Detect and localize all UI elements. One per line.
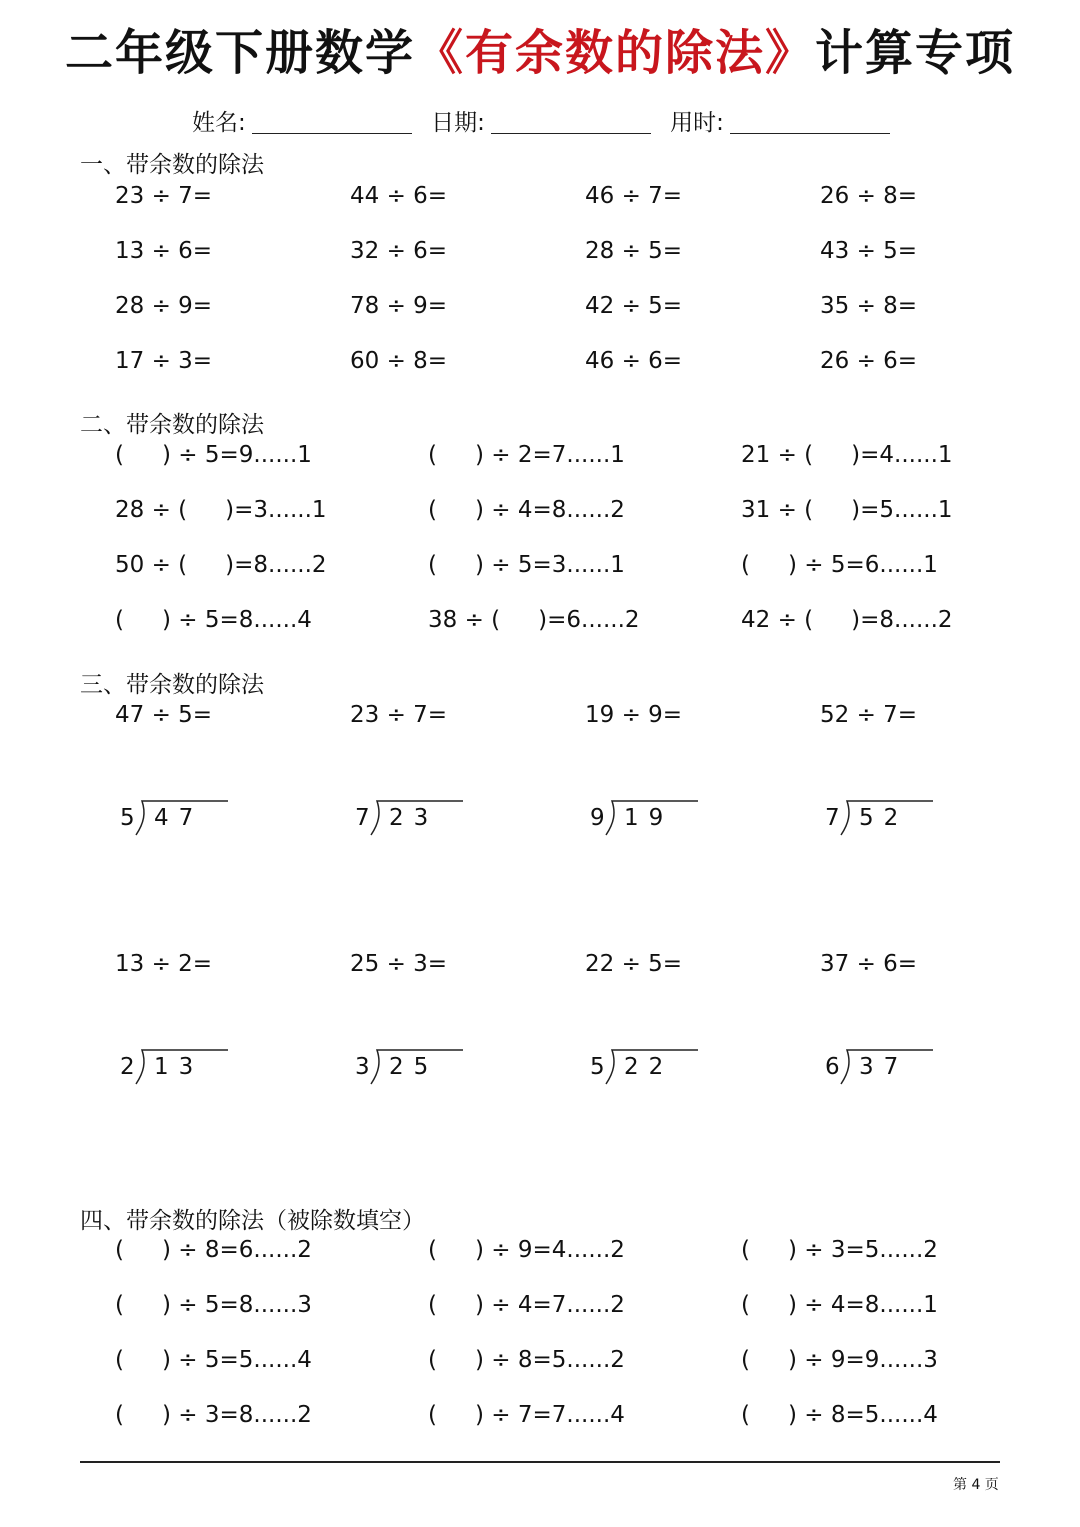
problem-1-4: 26 ÷ 8= xyxy=(820,183,918,209)
problem-1-16: 26 ÷ 6= xyxy=(820,348,918,374)
problem-3-2: 23 ÷ 7= xyxy=(350,702,448,728)
problem-2-8: ( ) ÷ 5=3......1 xyxy=(428,552,625,578)
problem-2-12: 42 ÷ ( )=8......2 xyxy=(741,607,953,633)
problem-1-13: 17 ÷ 3= xyxy=(115,348,213,374)
problem-3-4: 52 ÷ 7= xyxy=(820,702,918,728)
problem-4-11: ( ) ÷ 7=7......4 xyxy=(428,1402,625,1428)
problem-2-1: ( ) ÷ 5=9......1 xyxy=(115,442,312,468)
title-highlight: 《有余数的除法》 xyxy=(414,25,815,81)
problem-1-12: 35 ÷ 8= xyxy=(820,293,918,319)
title-tail: 计算专项 xyxy=(815,25,1016,81)
problem-1-15: 46 ÷ 6= xyxy=(585,348,683,374)
problem-3-8: 37 ÷ 6= xyxy=(820,951,918,977)
problem-3-1: 47 ÷ 5= xyxy=(115,702,213,728)
problem-1-14: 60 ÷ 8= xyxy=(350,348,448,374)
section-1-heading: 一、带余数的除法 xyxy=(80,152,264,178)
problem-2-5: ( ) ÷ 4=8......2 xyxy=(428,497,625,523)
problem-4-3: ( ) ÷ 3=5......2 xyxy=(741,1237,938,1263)
problem-2-4: 28 ÷ ( )=3......1 xyxy=(115,497,327,523)
footer-divider xyxy=(80,1461,1000,1463)
name-blank[interactable] xyxy=(252,109,412,134)
problem-1-5: 13 ÷ 6= xyxy=(115,238,213,264)
long-division-5: 2 13 xyxy=(120,1052,238,1088)
problem-4-5: ( ) ÷ 4=7......2 xyxy=(428,1292,625,1318)
problem-4-4: ( ) ÷ 5=8......3 xyxy=(115,1292,312,1318)
problem-1-7: 28 ÷ 5= xyxy=(585,238,683,264)
long-division-3: 9 19 xyxy=(590,803,708,839)
problem-4-9: ( ) ÷ 9=9......3 xyxy=(741,1347,938,1373)
problem-2-11: 38 ÷ ( )=6......2 xyxy=(428,607,640,633)
long-division-4: 7 52 xyxy=(825,803,943,839)
long-division-2: 7 23 xyxy=(355,803,473,839)
problem-1-10: 78 ÷ 9= xyxy=(350,293,448,319)
problem-4-12: ( ) ÷ 8=5......4 xyxy=(741,1402,938,1428)
problem-4-8: ( ) ÷ 8=5......2 xyxy=(428,1347,625,1373)
title-main: 二年级下册数学 xyxy=(64,25,415,81)
page-title xyxy=(0,14,1080,83)
problem-3-5: 13 ÷ 2= xyxy=(115,951,213,977)
problem-3-3: 19 ÷ 9= xyxy=(585,702,683,728)
problem-4-7: ( ) ÷ 5=5......4 xyxy=(115,1347,312,1373)
date-blank[interactable] xyxy=(491,109,651,134)
problem-1-8: 43 ÷ 5= xyxy=(820,238,918,264)
long-division-7: 5 22 xyxy=(590,1052,708,1088)
section-4-heading: 四、带余数的除法（被除数填空） xyxy=(80,1208,425,1234)
problem-4-10: ( ) ÷ 3=8......2 xyxy=(115,1402,312,1428)
long-division-1: 5 47 xyxy=(120,803,238,839)
problem-3-7: 22 ÷ 5= xyxy=(585,951,683,977)
problem-2-6: 31 ÷ ( )=5......1 xyxy=(741,497,953,523)
problem-2-9: ( ) ÷ 5=6......1 xyxy=(741,552,938,578)
long-division-6: 3 25 xyxy=(355,1052,473,1088)
name-label: 姓名: xyxy=(192,110,246,136)
date-label: 日期: xyxy=(431,110,485,136)
problem-4-2: ( ) ÷ 9=4......2 xyxy=(428,1237,625,1263)
time-blank[interactable] xyxy=(730,109,890,134)
problem-1-6: 32 ÷ 6= xyxy=(350,238,448,264)
problem-2-3: 21 ÷ ( )=4......1 xyxy=(741,442,953,468)
problem-1-2: 44 ÷ 6= xyxy=(350,183,448,209)
problem-1-3: 46 ÷ 7= xyxy=(585,183,683,209)
student-info xyxy=(192,104,902,137)
problem-1-11: 42 ÷ 5= xyxy=(585,293,683,319)
problem-4-1: ( ) ÷ 8=6......2 xyxy=(115,1237,312,1263)
problem-1-1: 23 ÷ 7= xyxy=(115,183,213,209)
section-3-heading: 三、带余数的除法 xyxy=(80,672,264,698)
problem-2-7: 50 ÷ ( )=8......2 xyxy=(115,552,327,578)
problem-3-6: 25 ÷ 3= xyxy=(350,951,448,977)
problem-2-2: ( ) ÷ 2=7......1 xyxy=(428,442,625,468)
problem-1-9: 28 ÷ 9= xyxy=(115,293,213,319)
problem-4-6: ( ) ÷ 4=8......1 xyxy=(741,1292,938,1318)
problem-2-10: ( ) ÷ 5=8......4 xyxy=(115,607,312,633)
section-2-heading: 二、带余数的除法 xyxy=(80,412,264,438)
long-division-8: 6 37 xyxy=(825,1052,943,1088)
time-label: 用时: xyxy=(670,110,724,136)
page-number: 第 4 页 xyxy=(953,1477,999,1493)
